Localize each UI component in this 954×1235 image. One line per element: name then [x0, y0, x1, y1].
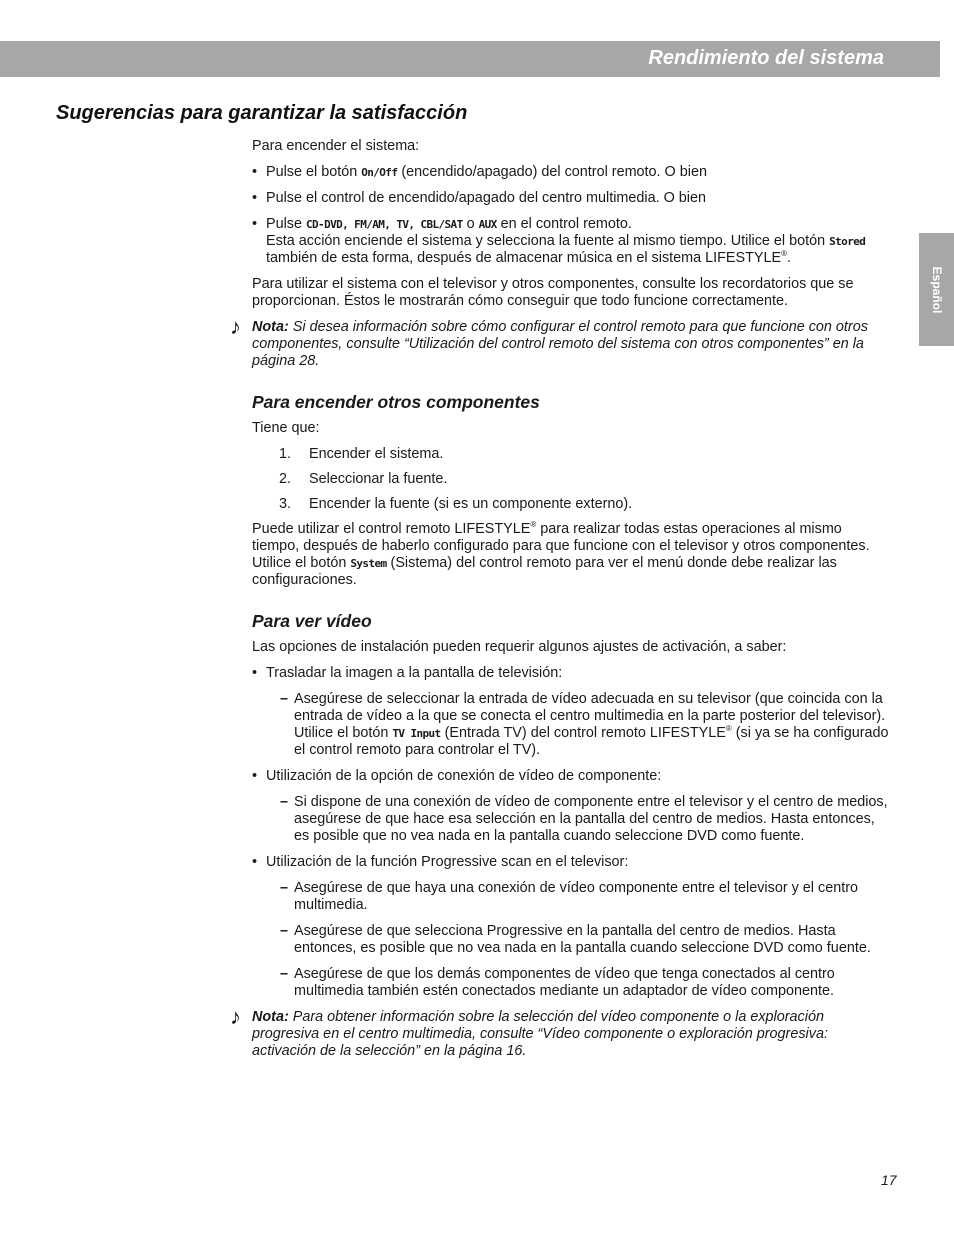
video-bullet-3: • Utilización de la función Progressive scan en el televisor:: [252, 854, 892, 871]
text-run: (Entrada TV) del control remoto LIFESTYLE: [440, 725, 726, 741]
list-text: Encender el sistema.: [309, 446, 444, 462]
page-number: 17: [881, 1172, 897, 1188]
video-dash-item: [252, 880, 892, 914]
text-run: Pulse: [266, 216, 306, 232]
page-content: [230, 138, 892, 1069]
text-run: Asegúrese de seleccionar la entrada de vídeo adecuada en su televisor (que coincida con la entrada de vídeo a la que se conecta el centro multimedia en la parte posterior del televisor). Utilice el botón: [294, 691, 886, 741]
on-off-button-label: On/Off: [361, 166, 398, 179]
note-1: [230, 314, 892, 370]
video-dash-item: [252, 923, 892, 957]
text-run: Esta acción enciende el sistema y selecciona la fuente al mismo tiempo. Utilice el botón: [266, 233, 830, 249]
note-text: Si desea información sobre cómo configurar el control remoto para que funcione con otros componentes, consulte “Utilización del control remoto del sistema con otros componentes” en la página 28.: [252, 319, 868, 369]
aux-button-label: AUX: [478, 218, 497, 231]
video-dash-item: [252, 794, 892, 845]
section-title: Rendimiento del sistema: [648, 47, 884, 69]
system-button-label: System: [350, 557, 387, 570]
list-item: [252, 496, 892, 513]
registered-mark: ®: [725, 724, 732, 734]
dash-mark: –: [280, 923, 289, 939]
text-run: para realizar todas estas operaciones al mismo tiempo, después de haberlo configurado para que funcione con el televisor y otros componentes. Utilice el botón: [252, 521, 870, 571]
intro-paragraph: Para utilizar el sistema con el televisor y otros componentes, consulte los recordatorios que se proporcionan. Éstos le mostrarán cómo conseguir que todo funcione correctamente.: [252, 276, 854, 309]
registered-mark: ®: [781, 249, 788, 259]
text-run: también de esta forma, después de almacenar música en el sistema LIFESTYLE: [266, 250, 782, 266]
list-text: Seleccionar la fuente.: [309, 471, 448, 487]
section-heading-other-components: Para encender otros componentes: [252, 392, 540, 412]
music-note-icon: ♪: [230, 1004, 241, 1029]
video-dash-item: [252, 966, 892, 1000]
text-run: Asegúrese de que los demás componentes de vídeo que tenga conectados al centro multimedia también estén conectados mediante un adaptador de vídeo componente.: [294, 966, 835, 999]
note-label: Nota:: [252, 1009, 289, 1025]
text-run: .: [787, 250, 792, 266]
text-run: Asegúrese de que selecciona Progressive en la pantalla del centro de medios. Hasta entonces, es posible que no vea nada en la pantalla cuando seleccione DVD como fuente.: [294, 923, 871, 956]
text-run: Asegúrese de que haya una conexión de vídeo componente entre el televisor y el centro multimedia.: [294, 880, 859, 913]
section1-lead: Tiene que:: [252, 420, 320, 436]
note-label: Nota:: [252, 319, 289, 335]
text-run: (encendido/apagado) del control remoto. O bien: [397, 164, 707, 180]
note-2: [230, 1004, 892, 1060]
section-heading-video: Para ver vídeo: [252, 611, 372, 631]
dash-mark: –: [280, 880, 289, 896]
intro-bullet-1: [252, 164, 892, 181]
intro-bullet-3: [252, 216, 892, 267]
list-number: 3.: [279, 496, 292, 512]
text-run: o: [462, 216, 479, 232]
text-run: Pulse el botón: [266, 164, 362, 180]
language-tab: [919, 233, 954, 346]
video-dash-item: [252, 691, 892, 759]
text-run: (si ya se ha configurado el control remoto para controlar el TV).: [294, 725, 889, 758]
video-bullet-1: • Trasladar la imagen a la pantalla de televisión:: [252, 665, 892, 682]
music-note-icon: ♪: [230, 314, 241, 339]
tv-input-button-label: TV Input: [392, 727, 441, 740]
list-number: 2.: [279, 471, 292, 487]
section1-paragraph: [252, 521, 892, 589]
intro-bullet-2: • Pulse el control de encendido/apagado del centro multimedia. O bien: [252, 190, 892, 207]
section2-lead: Las opciones de instalación pueden requerir algunos ajustes de activación, a saber:: [252, 639, 787, 655]
list-number: 1.: [279, 446, 292, 462]
stored-button-label: Stored: [829, 235, 866, 248]
note-text: Para obtener información sobre la selección del vídeo componente o la exploración progresiva en el centro multimedia, consulte “Vídeo componente o exploración progresiva: activación de la selección” en la página 16.: [252, 1009, 828, 1059]
source-buttons-label: CD-DVD, FM/AM, TV, CBL/SAT: [306, 218, 463, 231]
language-tab-label: Español: [929, 266, 944, 313]
list-item: [252, 471, 892, 488]
dash-mark: –: [280, 966, 289, 982]
page-title: Sugerencias para garantizar la satisfacción: [56, 102, 468, 124]
list-item: [252, 446, 892, 463]
text-run: en el control remoto.: [496, 216, 632, 232]
text-run: Puede utilizar el control remoto LIFESTYLE: [252, 521, 531, 537]
text-run: Si dispone de una conexión de vídeo de componente entre el televisor y el centro de medios, asegúrese de que hace esa selección en la pantalla del centro de medios. Hasta entonces, es posible que no vea nada en la pantalla cuando seleccione DVD como fuente.: [294, 794, 888, 844]
registered-mark: ®: [530, 520, 537, 530]
video-bullet-2: • Utilización de la opción de conexión de vídeo de componente:: [252, 768, 892, 785]
dash-mark: –: [280, 691, 289, 707]
section-header-bar: [0, 41, 940, 77]
intro-lead: Para encender el sistema:: [252, 138, 420, 154]
text-run: (Sistema) del control remoto para ver el menú donde debe realizar las configuraciones.: [252, 555, 837, 588]
list-text: Encender la fuente (si es un componente externo).: [309, 496, 633, 512]
dash-mark: –: [280, 794, 289, 810]
